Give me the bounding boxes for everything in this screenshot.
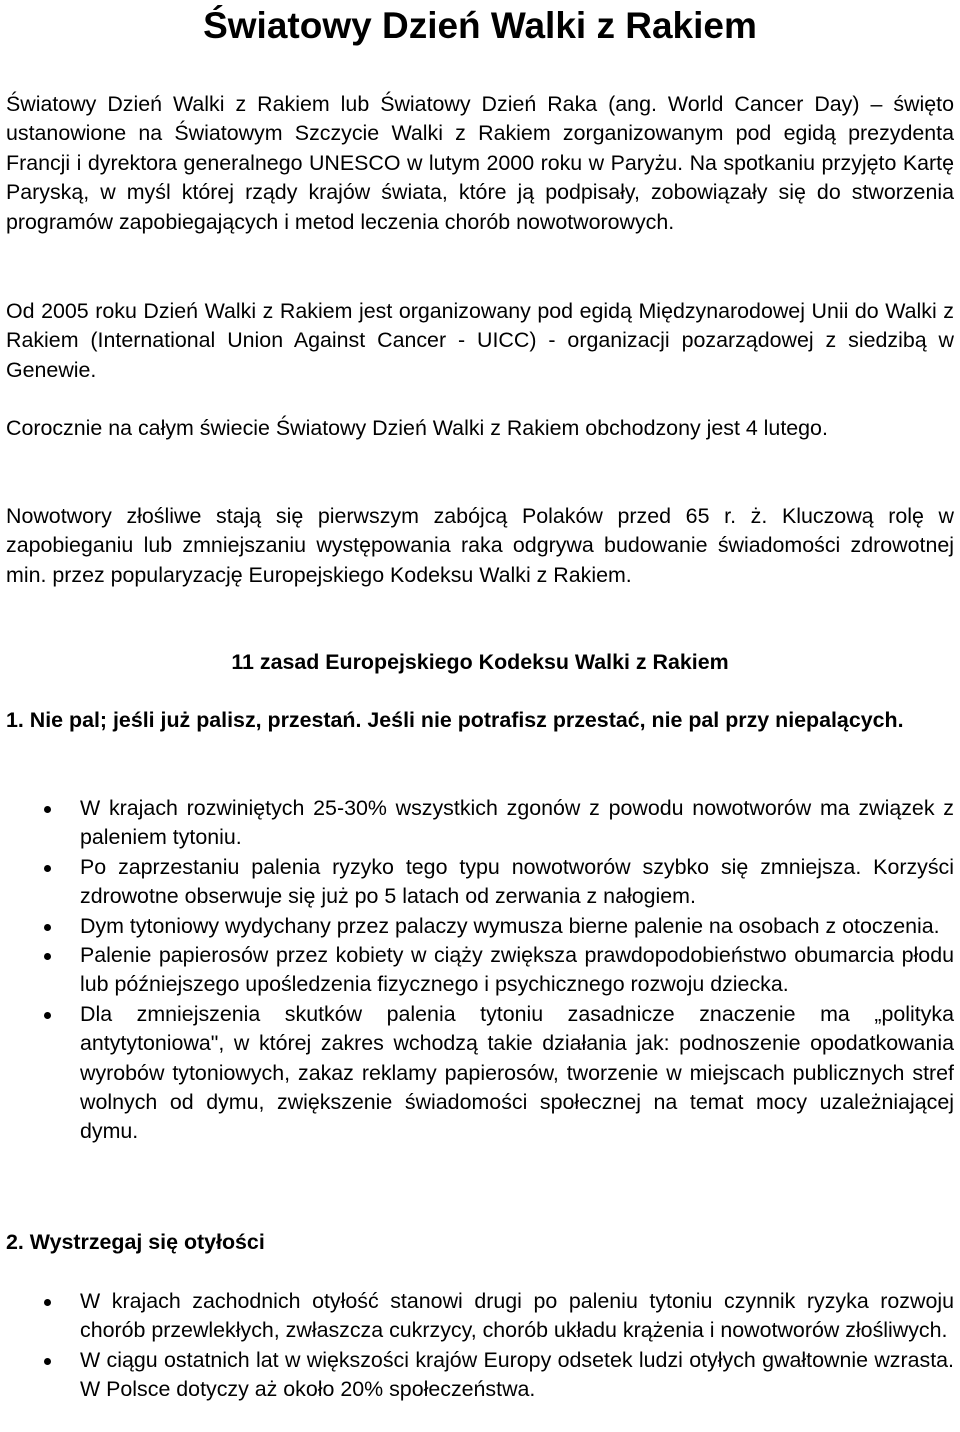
rule-heading: 2. Wystrzegaj się otyłości	[6, 1230, 265, 1254]
bullet-icon	[44, 953, 51, 960]
intro-paragraph: Światowy Dzień Walki z Rakiem lub Światowy Dzień Raka (ang. World Cancer Day) – święto ustanowione na Światowym Szczycie Walki z Rakiem zorganizowanym pod egidą prezydenta Francji i dyrektora generalnego UNESCO w lutym 2000 roku w Paryżu. Na spotkaniu przyjęto Kartę Paryską, w myśl której rządy krajów świata, które ją podpisały, zobowiązały się do stworzenia programów zapobiegających i metod leczenia chorób nowotworowych.	[6, 92, 954, 234]
list-item	[6, 794, 954, 853]
bullet-icon	[44, 1012, 51, 1019]
list-item-text: W krajach rozwiniętych 25-30% wszystkich zgonów z powodu nowotworów ma związek z paleniem tytoniu.	[80, 796, 954, 850]
uicc-paragraph: Od 2005 roku Dzień Walki z Rakiem jest organizowany pod egidą Międzynarodowej Unii do Walki z Rakiem (International Union Against Cancer - UICC) - organizacji pozarządowej z siedzibą w Genewie.	[6, 299, 954, 382]
list-item-text: Dla zmniejszenia skutków palenia tytoniu zasadnicze znaczenie ma „polityka antytytoniowa", w której zakres wchodzą takie działania jak: podnoszenie opodatkowania wyrobów tytoniowych, zakaz reklamy papierosów, tworzenie w miejscach publicznych stref wolnych od dymu, zwiększenie świadomości społecznej na temat mocy uzależniającej dymu.	[80, 1001, 954, 1144]
list-item	[6, 912, 954, 941]
awareness-paragraph: Nowotwory złośliwe stają się pierwszym zabójcą Polaków przed 65 r. ż. Kluczową rolę w zapobieganiu lub zmniejszaniu występowania raka odgrywa budowanie świadomości zdrowotnej min. przez popularyzację Europejskiego Kodeksu Walki z Rakiem.	[6, 504, 954, 587]
rule-1-bullets	[6, 794, 954, 1147]
list-item-text: W krajach zachodnich otyłość stanowi drugi po paleniu tytoniu czynnik ryzyka rozwoju chorób przewlekłych, zwłaszcza cukrzycy, chorób układu krążenia i nowotworów złośliwych.	[80, 1289, 954, 1343]
list-item-text: Po zaprzestaniu palenia ryzyko tego typu nowotworów szybko się zmniejsza. Korzyści zdrowotne obserwuje się już po 5 latach od zerwania z nałogiem.	[80, 854, 954, 909]
bullet-icon	[44, 1299, 51, 1306]
list-item-text: Dym tytoniowy wydychany przez palaczy wymusza bierne palenie na osobach z otoczenia.	[80, 913, 940, 938]
rule-2-bullets	[6, 1287, 954, 1405]
list-item	[6, 853, 954, 912]
date-paragraph: Corocznie na całym świecie Światowy Dzień Walki z Rakiem obchodzony jest 4 lutego.	[6, 416, 828, 440]
bullet-icon	[44, 924, 51, 931]
bullet-icon	[44, 806, 51, 813]
list-item	[6, 1346, 954, 1405]
code-title: 11 zasad Europejskiego Kodeksu Walki z Rakiem	[231, 650, 729, 674]
list-item-text: Palenie papierosów przez kobiety w ciąży zwiększa prawdopodobieństwo obumarcia płodu lub późniejszego upośledzenia fizycznego i psychicznego rozwoju dziecka.	[80, 943, 954, 997]
bullet-icon	[44, 1358, 51, 1365]
list-item-text: W ciągu ostatnich lat w większości krajów Europy odsetek ludzi otyłych gwałtownie wzrasta. W Polsce dotyczy aż około 20% społeczeństwa.	[80, 1347, 954, 1402]
page-title: Światowy Dzień Walki z Rakiem	[203, 5, 757, 46]
rule-heading: 1. Nie pal; jeśli już palisz, przestań. Jeśli nie potrafisz przestać, nie pal przy niepalących.	[6, 708, 904, 732]
list-item	[6, 941, 954, 1000]
bullet-icon	[44, 865, 51, 872]
list-item	[6, 1000, 954, 1147]
list-item	[6, 1287, 954, 1346]
